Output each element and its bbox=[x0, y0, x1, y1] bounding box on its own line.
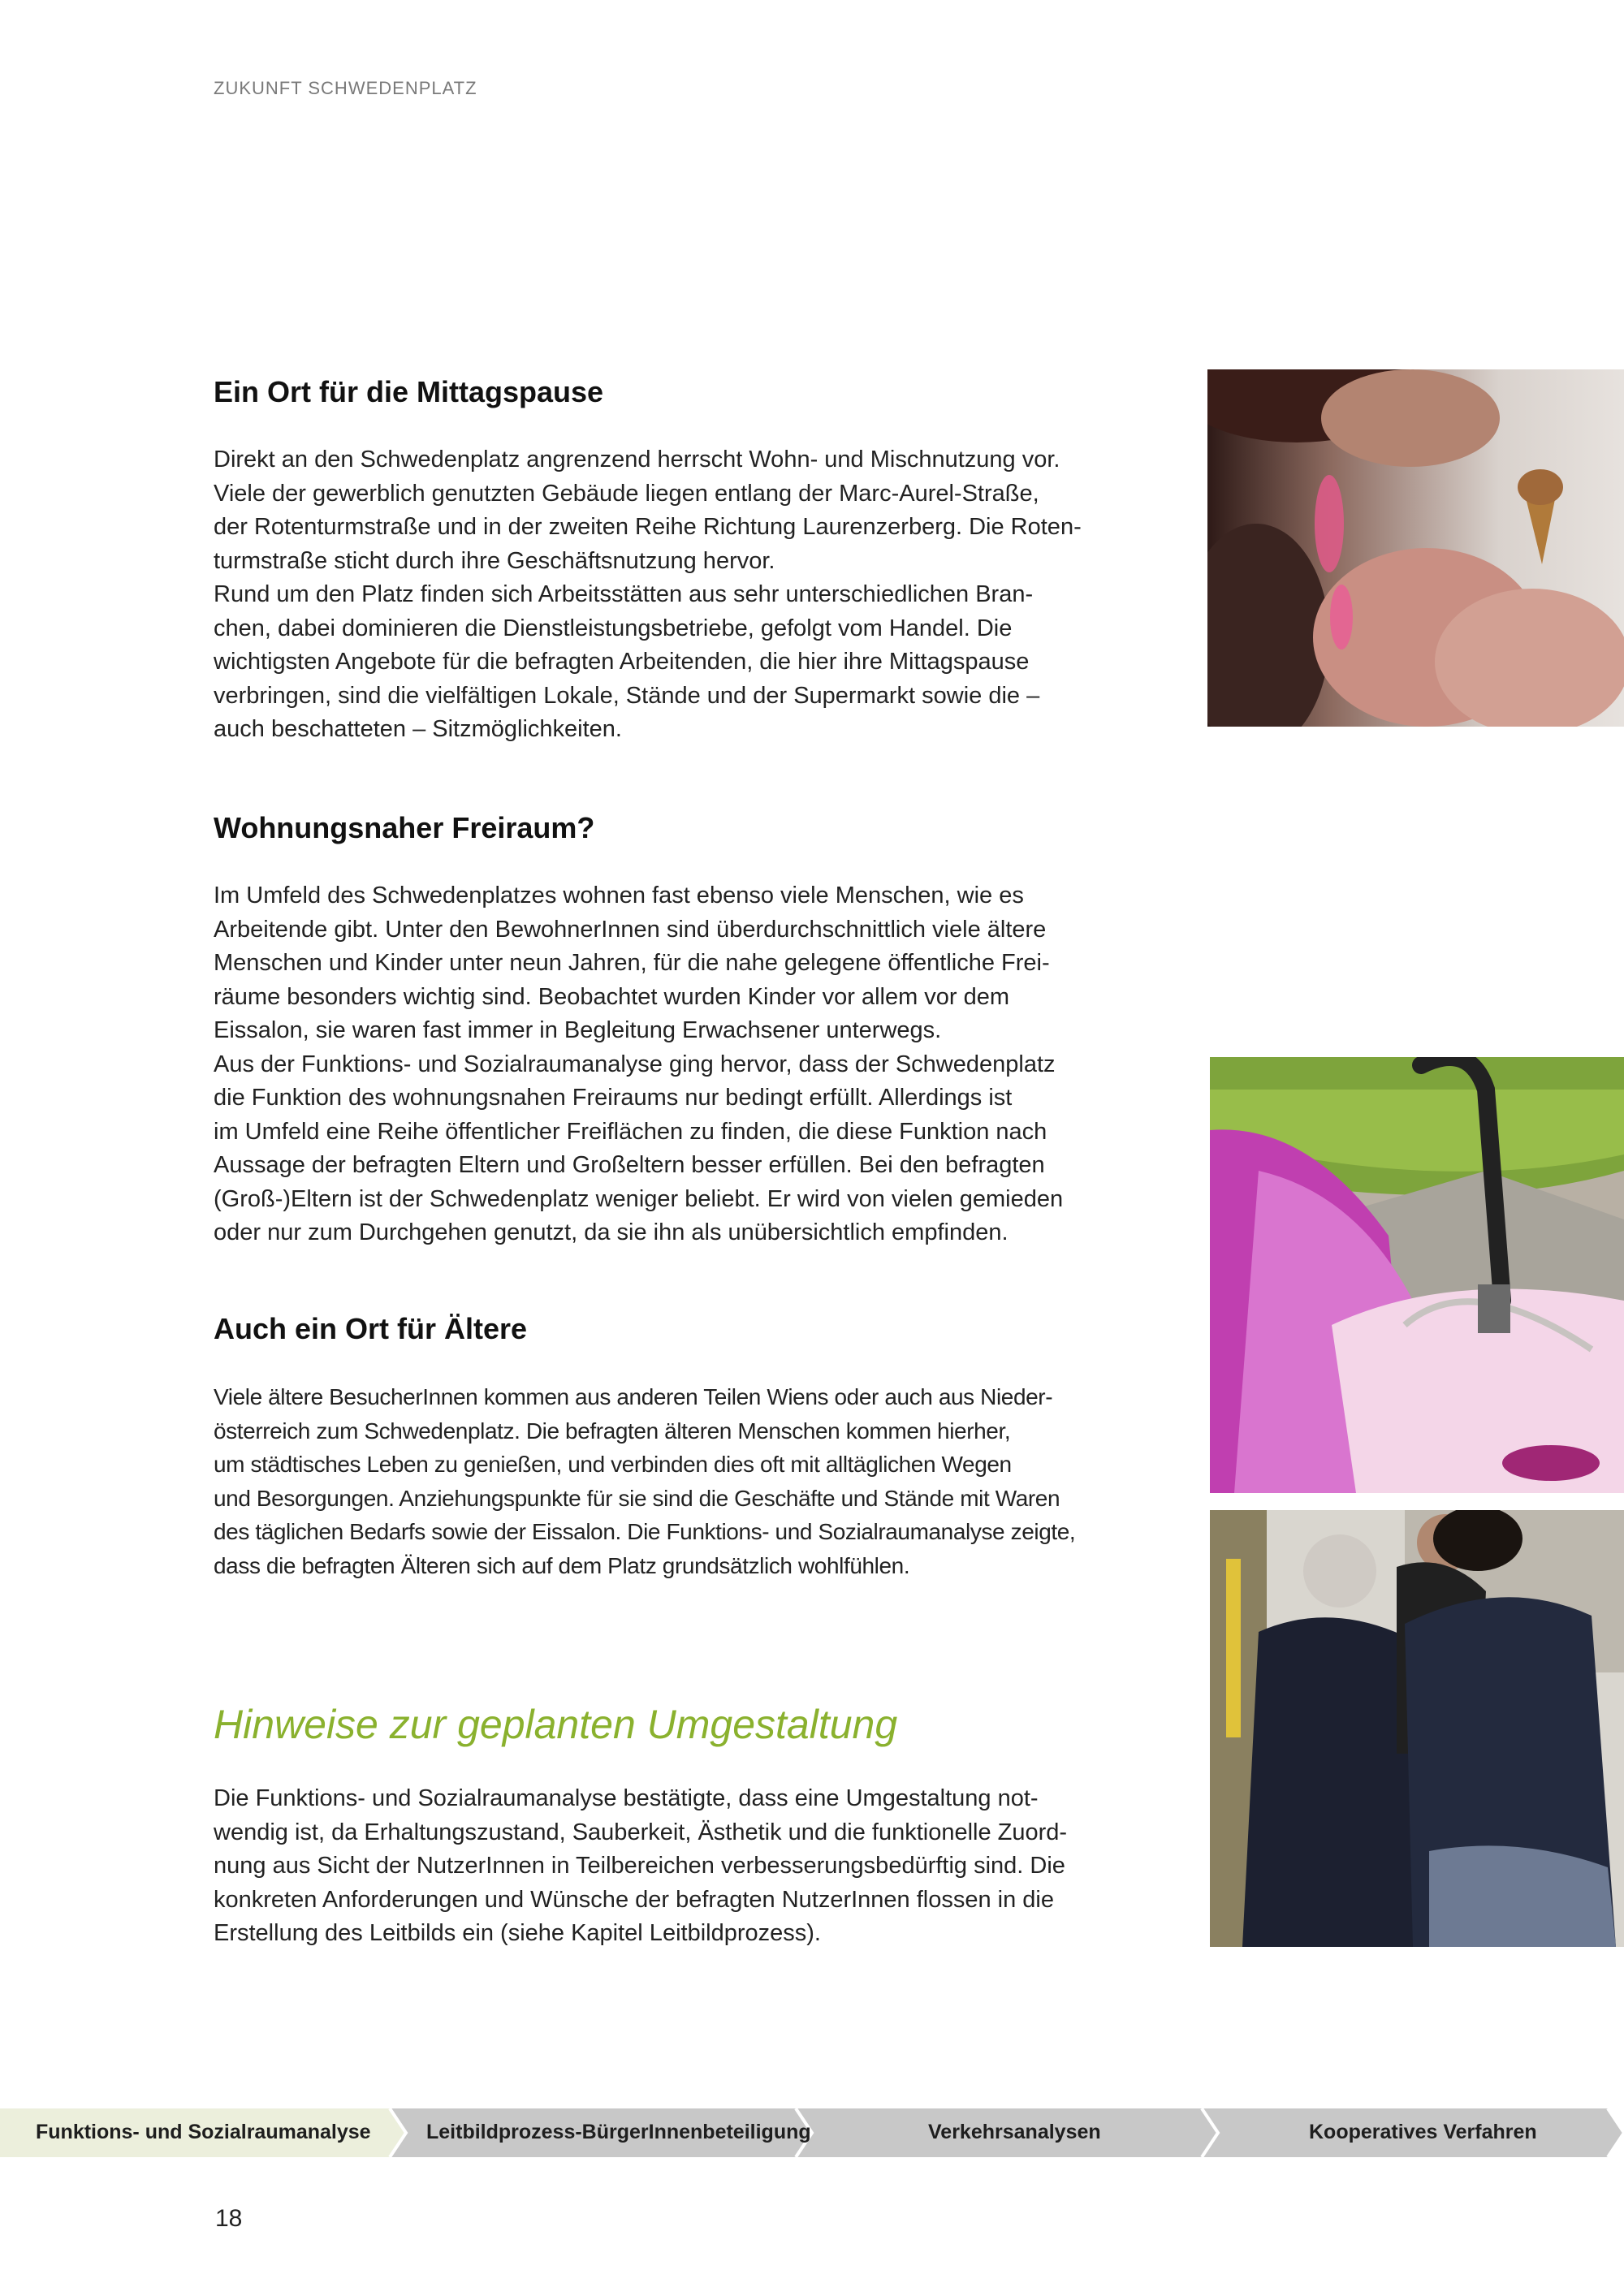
body-line: des täglichen Bedarfs sowie der Eissalon. Die Funktions- und Sozialraumanalyse zeigte, bbox=[214, 1519, 1076, 1544]
body-line: Arbeitende gibt. Unter den BewohnerInnen sind überdurchschnittlich viele ältere bbox=[214, 916, 1047, 943]
body-line: oder nur zum Durchgehen genutzt, da sie ihn als unübersichtlich empfinden. bbox=[214, 1219, 1009, 1245]
body-line: um städtisches Leben zu genießen, und verbinden dies oft mit alltäglichen Wegen bbox=[214, 1452, 1012, 1477]
section-mittagspause bbox=[214, 375, 1139, 747]
section-heading: Ein Ort für die Mittagspause bbox=[214, 375, 604, 408]
body-line: österreich zum Schwedenplatz. Die befragten älteren Menschen kommen hierher, bbox=[214, 1418, 1011, 1444]
section-heading: Wohnungsnaher Freiraum? bbox=[214, 811, 595, 844]
section-heading: Auch ein Ort für Ältere bbox=[214, 1312, 528, 1345]
body-line: Direkt an den Schwedenplatz angrenzend herrscht Wohn- und Mischnutzung vor. bbox=[214, 447, 1060, 473]
body-line: verbringen, sind die vielfältigen Lokale, Stände und der Supermarkt sowie die – bbox=[214, 682, 1040, 709]
section-heading-green: Hinweise zur geplanten Umgestaltung bbox=[214, 1702, 898, 1747]
body-line: konkreten Anforderungen und Wünsche der befragten NutzerInnen flossen in die bbox=[214, 1886, 1055, 1913]
photo-ice-cream bbox=[1207, 369, 1624, 727]
nav-step-funktionsanalyse[interactable]: Funktions- und Sozialraumanalyse bbox=[36, 2121, 371, 2143]
section-aeltere bbox=[214, 1312, 1139, 1582]
body-line: der Rotenturmstraße und in der zweiten Reihe Richtung Laurenzerberg. Die Roten- bbox=[214, 514, 1082, 540]
body-line: wichtigsten Angebote für die befragten Arbeitenden, die hier ihre Mittagspause bbox=[214, 649, 1030, 675]
body-line: nung aus Sicht der NutzerInnen in Teilbereichen verbesserungsbedürftig sind. Die bbox=[214, 1853, 1065, 1879]
nav-step-verkehrsanalysen[interactable]: Verkehrsanalysen bbox=[928, 2121, 1101, 2143]
body-line: wendig ist, da Erhaltungszustand, Sauberkeit, Ästhetik und die funktionelle Zuord- bbox=[214, 1819, 1068, 1845]
nav-step-leitbildprozess[interactable]: Leitbildprozess-BürgerInnenbeteiligung bbox=[426, 2121, 811, 2143]
page-number: 18 bbox=[215, 2205, 243, 2232]
body-line: im Umfeld eine Reihe öffentlicher Freiflächen zu finden, die diese Funktion nach bbox=[214, 1118, 1047, 1145]
photo-elderly-couple bbox=[1210, 1510, 1624, 1947]
body-line: turmstraße sticht durch ihre Geschäftsnutzung hervor. bbox=[214, 547, 775, 574]
running-header: ZUKUNFT SCHWEDENPLATZ bbox=[214, 78, 477, 98]
body-line: (Groß-)Eltern ist der Schwedenplatz weniger beliebt. Er wird von vielen gemieden bbox=[214, 1185, 1064, 1212]
body-line: die Funktion des wohnungsnahen Freiraums nur bedingt erfüllt. Allerdings ist bbox=[214, 1085, 1013, 1111]
body-line: Rund um den Platz finden sich Arbeitsstätten aus sehr unterschiedlichen Bran- bbox=[214, 581, 1034, 607]
body-line: Aus der Funktions- und Sozialraumanalyse ging hervor, dass der Schwedenplatz bbox=[214, 1051, 1056, 1077]
body-line: dass die befragten Älteren sich auf dem Platz grundsätzlich wohlfühlen. bbox=[214, 1552, 910, 1578]
body-line: Im Umfeld des Schwedenplatzes wohnen fast ebenso viele Menschen, wie es bbox=[214, 883, 1024, 908]
body-line: Viele der gewerblich genutzten Gebäude liegen entlang der Marc-Aurel-Straße, bbox=[214, 480, 1039, 507]
body-line: Eissalon, sie waren fast immer in Begleitung Erwachsener unterwegs. bbox=[214, 1017, 942, 1043]
section-umgestaltung bbox=[214, 1701, 1139, 1951]
body-line: räume besonders wichtig sind. Beobachtet wurden Kinder vor allem vor dem bbox=[214, 983, 1010, 1010]
body-line: Menschen und Kinder unter neun Jahren, für die nahe gelegene öffentliche Frei- bbox=[214, 950, 1050, 976]
body-line: Die Funktions- und Sozialraumanalyse bestätigte, dass eine Umgestaltung not- bbox=[214, 1785, 1039, 1811]
body-line: Aussage der befragten Eltern und Großeltern besser erfüllen. Bei den befragten bbox=[214, 1152, 1045, 1178]
body-line: auch beschatteten – Sitzmöglichkeiten. bbox=[214, 716, 622, 742]
body-line: Viele ältere BesucherInnen kommen aus anderen Teilen Wiens oder auch aus Nieder- bbox=[214, 1384, 1053, 1409]
photo-stroller bbox=[1210, 1057, 1624, 1493]
nav-step-kooperatives-verfahren[interactable]: Kooperatives Verfahren bbox=[1309, 2121, 1537, 2143]
body-line: chen, dabei dominieren die Dienstleistungsbetriebe, gefolgt vom Handel. Die bbox=[214, 615, 1013, 641]
body-line: Erstellung des Leitbilds ein (siehe Kapitel Leitbildprozess). bbox=[214, 1920, 821, 1946]
body-line: und Besorgungen. Anziehungspunkte für sie sind die Geschäfte und Stände mit Waren bbox=[214, 1485, 1060, 1511]
section-freiraum bbox=[214, 811, 1139, 1250]
